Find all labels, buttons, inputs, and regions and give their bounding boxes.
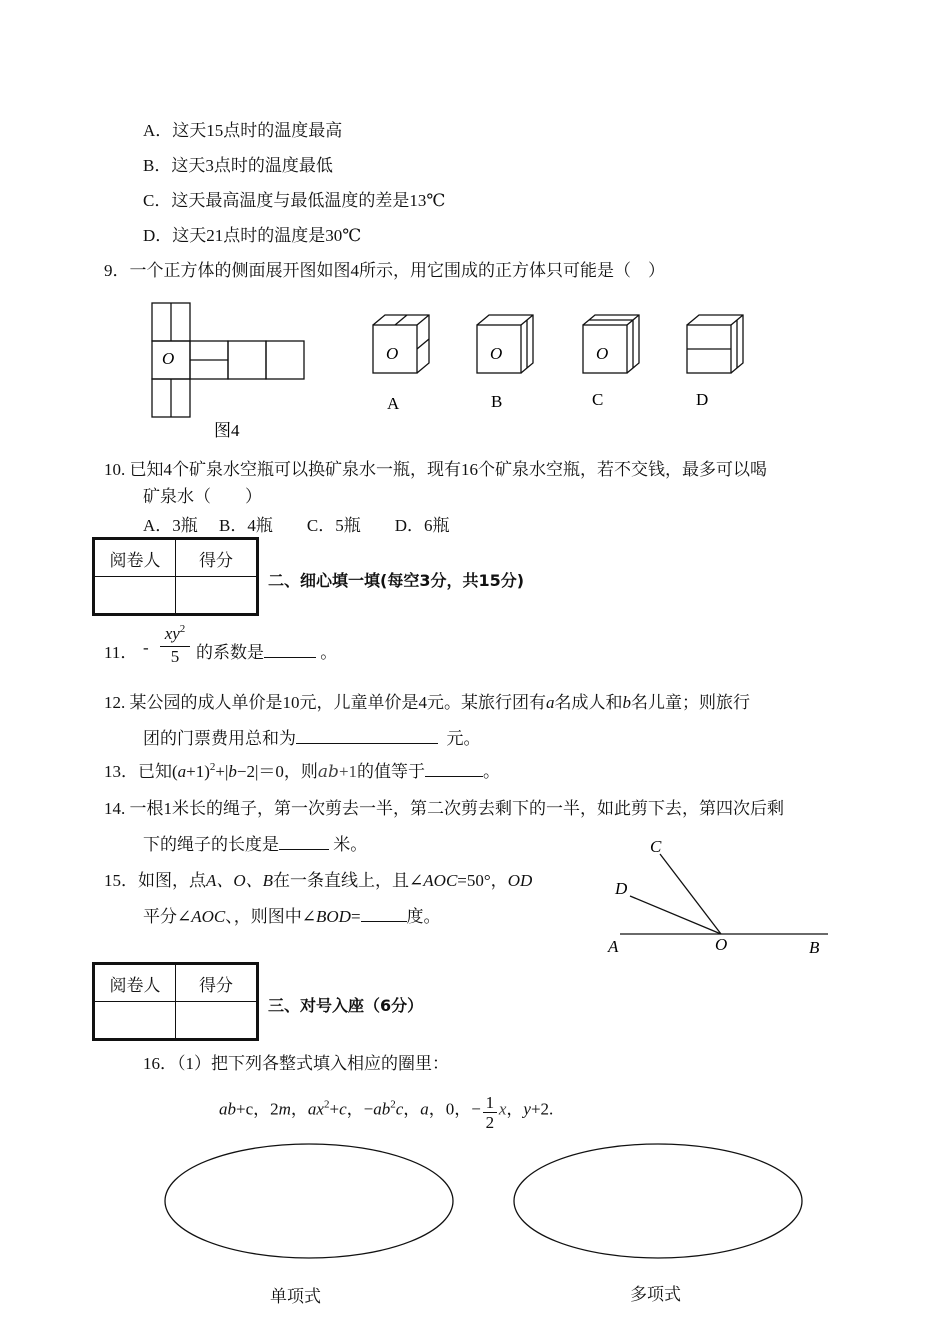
section-3-title: 三、对号入座（6分）	[268, 996, 424, 1015]
monomial-circle	[165, 1144, 453, 1258]
grader-label: 阅卷人	[94, 539, 176, 577]
q13-answer-blank[interactable]	[425, 762, 483, 777]
polynomial-circle	[514, 1144, 802, 1258]
q8-option-c: C．这天最高温度与最低温度的差是13℃	[143, 191, 446, 210]
label-o: O	[715, 935, 728, 954]
label-c: C	[650, 837, 662, 856]
section-2-title: 二、细心填一填(每空3分，共15分)	[268, 571, 525, 590]
q9-figure	[140, 295, 760, 445]
choice-label-b: B	[491, 392, 503, 411]
q14-line1: 14. 一根1米长的绳子，第一次剪去一半，第二次剪去剩下的一半，如此剪下去，第四次后剩	[104, 799, 784, 818]
q10-line1: 10. 已知4个矿泉水空瓶可以换矿泉水一瓶，现有16个矿泉水空瓶，若不交钱，最多可以喝	[104, 460, 767, 479]
q12-line1: 12. 某公园的成人单价是10元，儿童单价是4元。某旅行团有a名成人和b名儿童；则旅行	[104, 693, 750, 712]
q10-line2: 矿泉水（ ）	[143, 487, 262, 506]
score-cell[interactable]	[176, 577, 258, 615]
q8-option-a: A．这天15点时的温度最高	[143, 121, 343, 140]
q16-line1: 16．（1）把下列各整式填入相应的圈里：	[143, 1054, 449, 1073]
q11-minus: -	[143, 638, 149, 657]
q14-line2: 下的绳子的长度是 米。	[143, 835, 368, 854]
q11-denominator: 5	[170, 647, 180, 666]
score-label: 得分	[176, 539, 258, 577]
q8-option-d: D．这天21点时的温度是30℃	[143, 226, 362, 245]
label-a: A	[608, 937, 619, 956]
label-b: B	[809, 938, 820, 957]
cube-b	[477, 315, 533, 373]
choice-label-a: A	[387, 394, 400, 413]
q16-fraction: $\frac{1}{2}$	[483, 1094, 497, 1133]
choice-label-c: C	[592, 390, 604, 409]
choice-label-d: D	[696, 390, 709, 409]
cube-a-letter: O	[386, 344, 399, 363]
cube-c	[583, 315, 639, 373]
grader-cell[interactable]	[94, 577, 176, 615]
polynomial-label: 多项式	[630, 1285, 681, 1304]
label-d: D	[615, 879, 628, 898]
q12-line2: 团的门票费用总和为 元。	[143, 729, 481, 748]
ray-oc	[660, 854, 721, 934]
q15-line2: 平分∠AOC、，则图中∠BOD= 度。	[143, 907, 441, 926]
q9-text: 9．一个正方体的侧面展开图如图4所示，用它围成的正方体只可能是（ ）	[104, 261, 665, 280]
cube-a	[373, 315, 429, 373]
q16-expressions: ab+c，2m，$ax^2+c$，$-ab^2c$，a，0，− $\frac{1}{2}$ x，y+2.	[219, 1093, 554, 1132]
monomial-label: 单项式	[270, 1287, 321, 1306]
grader-table-1	[92, 537, 259, 616]
cube-d	[687, 315, 743, 373]
figure-caption: 图4	[214, 421, 240, 440]
cube-c-letter: O	[596, 344, 609, 363]
q10-options: A．3瓶 B．4瓶 C．5瓶 D．6瓶	[143, 516, 450, 535]
grader-table-2	[92, 962, 259, 1041]
q11-fraction	[160, 624, 190, 667]
ray-od	[630, 896, 721, 934]
q11-num: 11．	[104, 643, 138, 662]
q15-answer-blank[interactable]	[361, 907, 407, 922]
q15-line1: 15．如图，点A、O、B在一条直线上，且∠AOC=50°，OD	[104, 871, 533, 890]
net-letter: O	[162, 349, 175, 368]
q15-angle-figure	[600, 832, 840, 962]
q11-exp: 2	[179, 623, 186, 635]
grader-cell[interactable]	[94, 1002, 176, 1040]
score-label: 得分	[176, 964, 258, 1002]
q11-numerator: xy	[164, 624, 180, 643]
score-cell[interactable]	[176, 1002, 258, 1040]
cube-b-letter: O	[490, 344, 503, 363]
classification-circles	[160, 1138, 810, 1268]
q14-answer-blank[interactable]	[279, 835, 329, 850]
cube-net-figure	[152, 303, 304, 417]
q11-answer-blank[interactable]	[264, 643, 316, 658]
q13-text: 13．已知$(a+1)^2+|b-2|=0$，则ab+1的值等于 。	[104, 761, 501, 782]
grader-label: 阅卷人	[94, 964, 176, 1002]
q11-question: 的系数是 。	[196, 643, 338, 662]
q12-answer-blank[interactable]	[296, 729, 438, 744]
q8-option-b: B．这天3点时的温度最低	[143, 156, 333, 175]
